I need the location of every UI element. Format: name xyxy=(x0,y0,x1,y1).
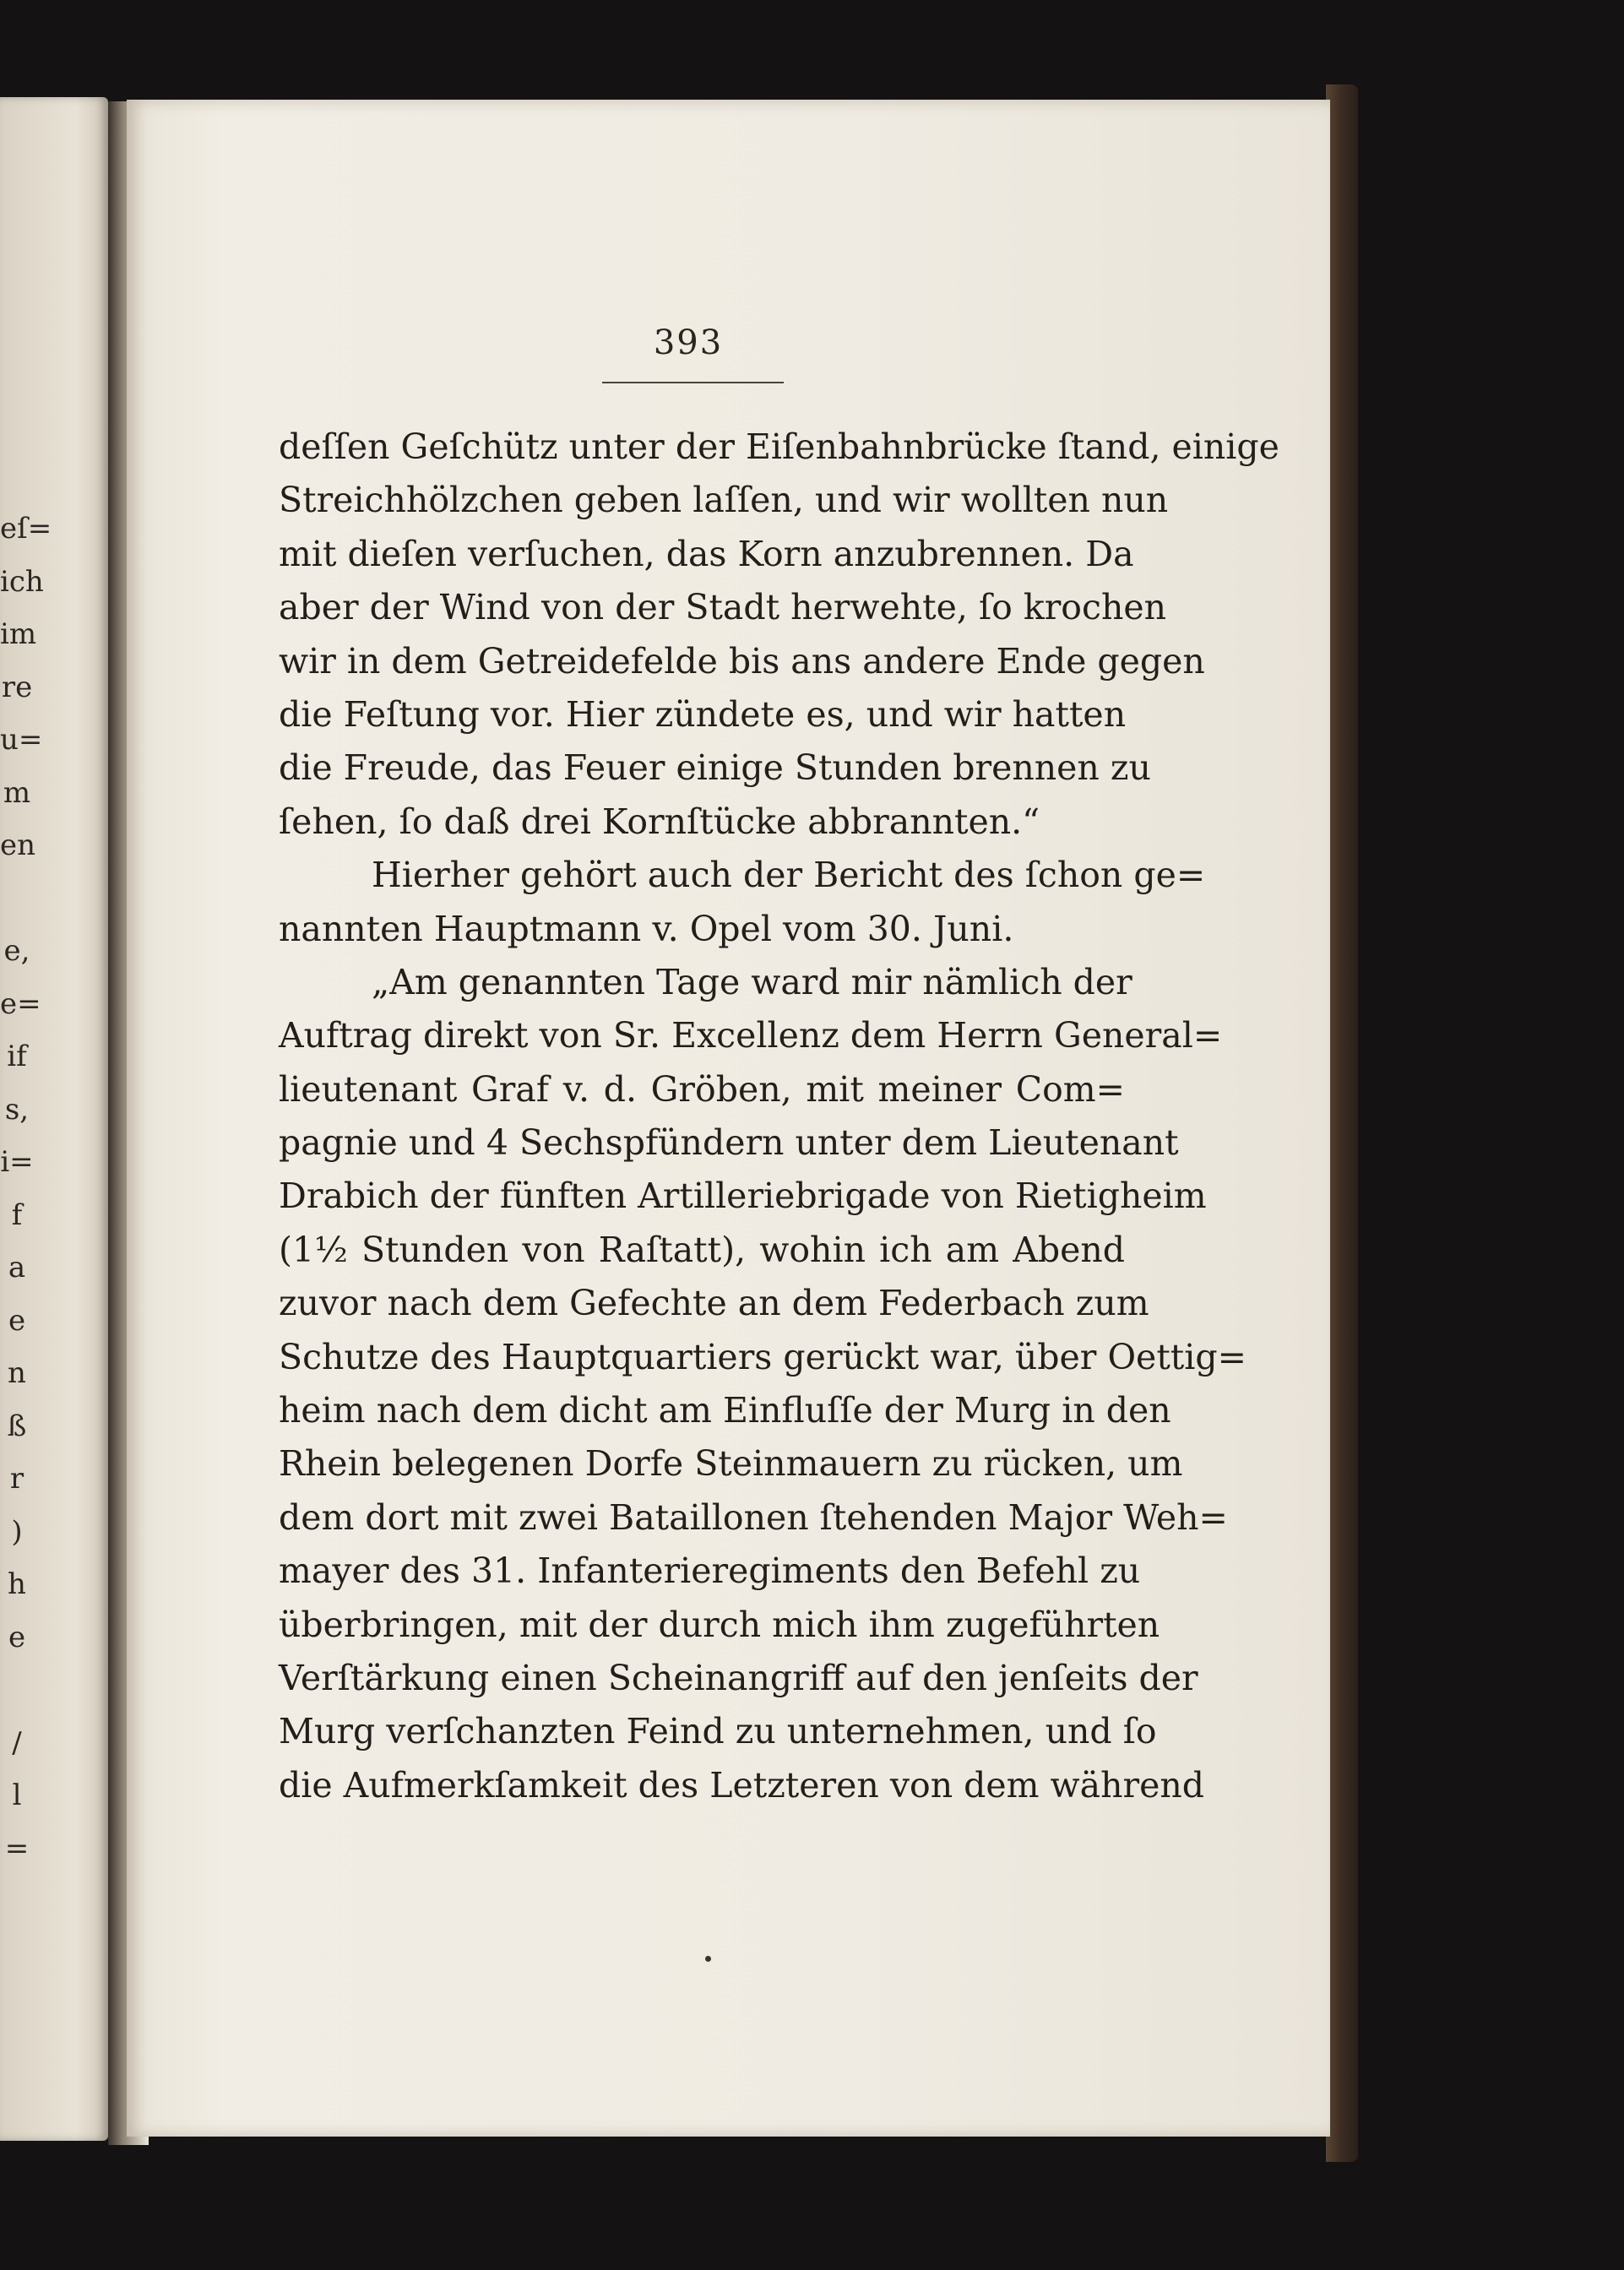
page-text xyxy=(279,421,1279,1812)
page-number: 393 xyxy=(653,323,724,362)
left-page-fragment: e= xyxy=(0,986,41,1021)
left-page-fragment: n xyxy=(8,1356,26,1390)
text-line: ſehen, ſo daß drei Kornſtücke abbrannten.“ xyxy=(279,801,1040,842)
left-page-fragment: m xyxy=(3,775,31,810)
ink-dot xyxy=(705,1956,711,1962)
left-page-fragment: e xyxy=(8,1620,26,1654)
left-page-fragment: a xyxy=(8,1251,26,1284)
text-line: wir in dem Getreidefelde bis ans andere Ende gegen xyxy=(279,640,1205,682)
text-line: pagnie und 4 Sechspfündern unter dem Lieutenant xyxy=(279,1122,1179,1164)
left-page-fragment: e xyxy=(8,1303,26,1338)
book-cover-edge xyxy=(1326,84,1358,2162)
left-page-fragment: = xyxy=(4,1831,30,1865)
text-line: Drabich der fünften Artilleriebrigade von Rietigheim xyxy=(279,1176,1207,1217)
header-rule xyxy=(602,382,784,383)
left-page-fragment: i= xyxy=(0,1145,34,1179)
left-page-fragment: im xyxy=(0,617,37,651)
text-line: Rhein belegenen Dorfe Steinmauern zu rücken, um xyxy=(279,1443,1183,1485)
left-page-fragment: s, xyxy=(4,1092,30,1127)
left-page-fragment: eſ= xyxy=(0,512,52,546)
text-line: heim nach dem dicht am Einfluſſe der Murg in den xyxy=(279,1390,1171,1431)
text-line: Murg verſchanzten Feind zu unternehmen, und ſo xyxy=(279,1711,1157,1752)
left-page-fragment: h xyxy=(8,1567,26,1601)
text-line: lieutenant Graf v. d. Gröben, mit meiner Com= xyxy=(279,1068,1125,1110)
left-page-fragment xyxy=(0,872,34,926)
text-line: Verſtärkung einen Scheinangriff auf den jenſeits der xyxy=(279,1657,1198,1698)
left-page-fragment: e, xyxy=(3,934,30,968)
text-line: mit dieſen verſuchen, das Korn anzubrennen. Da xyxy=(279,533,1134,574)
text-line: „Am genannten Tage ward mir nämlich der xyxy=(372,961,1132,1002)
left-page-fragment xyxy=(0,1664,34,1717)
text-line: die Feſtung vor. Hier zündete es, und wir hatten xyxy=(279,693,1127,735)
text-line: mayer des 31. Infanterieregiments den Befehl zu xyxy=(279,1550,1141,1592)
text-line: nannten Hauptmann v. Opel vom 30. Juni. xyxy=(279,908,1014,949)
left-page-fragment: u= xyxy=(0,723,43,757)
text-line: die Aufmerkſamkeit des Letzteren von dem während xyxy=(279,1764,1205,1806)
text-line: Hierher gehört auch der Bericht des ſchon ge= xyxy=(372,855,1206,896)
text-line: Schutze des Hauptquartiers gerückt war, über Oettig= xyxy=(279,1336,1247,1377)
text-line: dem dort mit zwei Bataillonen ſtehenden Major Weh= xyxy=(279,1496,1228,1538)
left-page-fragment: ß xyxy=(7,1409,27,1443)
left-page-fragment: r xyxy=(9,1462,24,1496)
left-page-fragment: ich xyxy=(0,564,44,599)
text-line: die Freude, das Feuer einige Stunden brennen zu xyxy=(279,747,1151,789)
left-page-fragments xyxy=(0,502,52,1875)
left-page-edge xyxy=(0,97,108,2141)
left-page-fragment: f xyxy=(11,1197,23,1232)
left-page-fragment: en xyxy=(0,828,36,862)
left-page-fragment: if xyxy=(7,1040,27,1073)
text-line: (1½ Stunden von Raſtatt), wohin ich am Abend xyxy=(279,1229,1125,1270)
left-page-fragment: l xyxy=(12,1779,22,1812)
left-page-fragment: ) xyxy=(11,1514,23,1549)
text-line: überbringen, mit der durch mich ihm zugeführten xyxy=(279,1604,1160,1645)
left-page-fragment: / xyxy=(12,1725,22,1760)
text-line: deſſen Geſchütz unter der Eiſenbahnbrücke ſtand, einige xyxy=(279,426,1279,467)
text-line: aber der Wind von der Stadt herwehte, ſo krochen xyxy=(279,587,1167,628)
text-line: Auftrag direkt von Sr. Excellenz dem Herrn General= xyxy=(279,1015,1223,1056)
text-line: zuvor nach dem Gefechte an dem Federbach zum xyxy=(279,1283,1149,1324)
text-line: Streichhölzchen geben laſſen, und wir wollten nun xyxy=(279,480,1169,521)
left-page-fragment: re xyxy=(1,670,33,704)
